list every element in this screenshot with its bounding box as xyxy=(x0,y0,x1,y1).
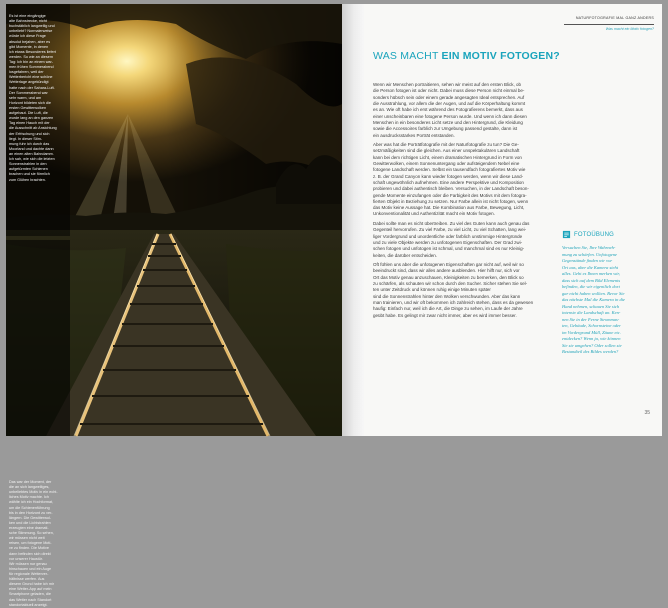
body-line: sonders hübsch sein oder einem gerade angesagten Ideal entsprechen. Auf xyxy=(373,94,525,100)
body-line: liger Vordergrund und unordentliche oder farblich unstimmige Hintergründe xyxy=(373,233,523,239)
caption-line: Smartphone geladen, die xyxy=(9,592,51,597)
body-line: gende Momente einzufangen oder die Farbigkeit des Motivs mit dem fotogra- xyxy=(373,192,527,198)
right-page-text xyxy=(364,4,662,436)
caption-line: für regionale Wetterver- xyxy=(9,571,49,576)
caption-line: mung fuhr ich durch das xyxy=(9,141,50,146)
notebook-icon xyxy=(562,230,571,239)
caption-line: Ich sah, wie sich die letzten xyxy=(9,157,55,162)
caption-line: unbeliebt? Normalerweise xyxy=(9,29,53,34)
caption-line: werden. So wie an diesem xyxy=(9,54,53,59)
tip-line: gar nicht haben wollten. Bevor Sie xyxy=(562,290,625,296)
page-number: 35 xyxy=(644,410,650,416)
body-line: Unkonventionalität und Authentizität macht ein Motiv fotogen. xyxy=(373,211,495,217)
caption-line: aufgetürmten Schienen xyxy=(9,167,48,172)
body-line: einer unscheinbaren eine fotogene Person wurde. Und wenn ich dann diesen xyxy=(373,113,527,119)
running-header-rule xyxy=(564,24,654,25)
caption-line: um die Schienenführung xyxy=(9,505,50,510)
caption-line: hältnisse werfen. Aus xyxy=(9,577,45,582)
body-line: beeindruckt sind, dass wir alles andere ausblenden. Hier hilft nur, sich vor xyxy=(373,268,520,274)
caption-line: zum Glühen brachten. xyxy=(9,177,46,182)
tip-line: Hand nehmen, schauen Sie sich xyxy=(562,303,620,309)
body-line: Gewitterwolken, einem Sonnenuntergang oder aufsteigendem Nebel eine xyxy=(373,160,520,166)
caption-line: ich etwas Besonderes liefert xyxy=(9,49,56,54)
body-line: setzmäßigkeiten sind die gleichen. Aus einer unspektakulären Landschaft xyxy=(373,148,520,154)
caption-line: erzeugten eine dramati- xyxy=(9,525,49,530)
caption-line: absolut bejahen, aber es xyxy=(9,39,51,44)
tip-line: im Vordergrund Müll, Zäune etc. xyxy=(562,329,621,335)
caption-line: Wir müssen nur genau xyxy=(9,561,47,566)
caption-line: wir müssen nicht weit xyxy=(9,536,45,541)
tip-line: Gegenstände finden wir vor xyxy=(562,258,613,263)
body-line: Wenn wir Menschen portraitieren, sehen wir meist auf den ersten Blick, ob xyxy=(373,82,521,87)
body-line: keiten, die darüber entscheiden. xyxy=(373,252,438,258)
left-page-photo-spread xyxy=(6,4,342,607)
caption-line: ersten Gewitterwolken xyxy=(9,105,47,110)
body-line: Oft fühlen uns aber die unfotogenen Eigenschaften gar nicht auf, weil wir so xyxy=(373,262,524,267)
tip-line: Versuchen Sie, Ihre Wahrneh- xyxy=(562,245,616,250)
tip-line: nen Sie in der Ferne Strommas- xyxy=(562,316,620,322)
caption-line: Der Sommerabend war xyxy=(9,90,48,95)
caption-line: hatte nach der Sahara-Luft. xyxy=(9,85,55,90)
body-line: ten unter Zeitdruck und können ruhig einige Minuten später xyxy=(373,287,491,293)
caption-line: reisen, um fotogene Moti- xyxy=(9,541,52,546)
caption-line: alte Bahnstrecke, nicht xyxy=(9,19,47,24)
caption-line: der Erfrischung und sich xyxy=(9,131,50,136)
tip-line: mung zu schärfen. Unfotogene xyxy=(562,251,617,257)
body-line: zu schärfen, als schauten wir schon durch den Sucher. Sicher stehen Sie sel- xyxy=(373,280,528,286)
body-paragraph xyxy=(373,82,551,139)
book-gutter xyxy=(342,4,364,436)
caption-line: Wetterbericht eine schöne xyxy=(9,75,53,80)
body-line: Ort das Motiv genau anzuschauen, Kleinigkeiten zu bemerken, den Blick so xyxy=(373,274,524,280)
photo-caption-panel-bottom xyxy=(6,240,70,607)
body-line: man trainieren, und wir oft bekommen ich zahlreich stehen, dass es da gewesen xyxy=(373,299,534,305)
tip-line: ten, Gebäude, Schornsteine oder xyxy=(562,323,621,328)
caption-line: Tag: Ich bin an einem war- xyxy=(9,59,53,64)
caption-line: diesem Grund habe ich mir xyxy=(9,582,55,587)
body-line: das Motiv keine Aussage hat. Die Kombination aus Farbe, Bewegung, Licht, xyxy=(373,205,525,211)
caption-line: längern. Die Gewitterwol- xyxy=(9,515,52,520)
tip-label: FOTOÜBUNG xyxy=(574,231,615,238)
tip-body xyxy=(562,245,640,356)
caption-line: liches Motiv machte. Ich xyxy=(9,495,50,500)
photo-caption-text-top xyxy=(9,14,67,183)
photo-caption-text-bottom xyxy=(9,480,67,608)
caption-line: ve zu finden. Die Motive xyxy=(9,546,50,551)
body-line: kann bei dem richtigen Licht, einem dramatischen Hintergrund in Form von xyxy=(373,154,522,160)
running-subheader: Was macht ein Motiv fotogen? xyxy=(605,27,654,31)
caption-line: sehr warm, und am xyxy=(9,95,42,100)
caption-line: die an sich langweiliges, xyxy=(9,485,50,490)
body-line: geübt habe. Es gelingt mir zwar nicht immer, aber es wird immer besser. xyxy=(373,312,517,318)
body-line: probieren und dabei authentisch bleiben. Versuchen, in der Landschaft beson- xyxy=(373,186,529,192)
caption-line: wurde lang an den ganzen xyxy=(9,116,54,121)
caption-line: vor unserer Haustür. xyxy=(9,556,43,561)
headline-light-part: WAS MACHT xyxy=(373,50,442,62)
caption-line: würde ich diese Frage xyxy=(9,34,46,39)
body-text xyxy=(373,82,551,322)
body-paragraph xyxy=(373,262,551,319)
body-line: Aber was hat die Porträtfotografie mit der Naturfotografie zu tun? Die Ge- xyxy=(373,142,519,147)
body-line: Menschen in ein besonderes Licht setze und den Hintergrund, die Kleidung xyxy=(373,119,523,125)
body-line: fierten Objekt in Beziehung zu setzen. Nur Farbe allein ist nicht fotogen, wenn xyxy=(373,198,529,204)
tip-line: alles. Geht es Ihnen merken wir, xyxy=(562,271,620,276)
caption-line: sche Stimmung. So sehen, xyxy=(9,531,54,536)
tip-line: Bestandteil des Bildes werden? xyxy=(562,349,619,354)
body-line: schen fotogen und unfotogen ist schmal, und manchmal sind es nur Kleinig- xyxy=(373,246,525,252)
caption-line: Wetterlage angekündigt xyxy=(9,80,49,85)
caption-line: men frühen Sommerabend xyxy=(9,65,54,70)
tip-header xyxy=(562,230,640,239)
body-line: ein ausdrucksstarkes Porträt entstanden. xyxy=(373,132,455,138)
body-line: sowie die Accessoires farblich zur Umgebung passend gestalte, dann ist xyxy=(373,126,518,132)
caption-line: Sonnenstrahlen in den xyxy=(9,162,47,167)
section-headline xyxy=(373,50,560,62)
tip-line: Sie sie umgehen? Oder sollen sie xyxy=(562,342,622,348)
photo-exercise-tip xyxy=(562,230,640,356)
caption-line: Es ist eine eingängige xyxy=(9,14,46,18)
body-line: die Ausstrahlung, vor allem die der Augen, und auf die Körperhaltung kommt xyxy=(373,100,526,106)
tip-line: das nächste Mal die Kamera in die xyxy=(562,297,625,302)
tip-line: entdecken? Wenn ja, wie können xyxy=(562,336,621,341)
caption-line: Das war der Moment, der xyxy=(9,480,52,484)
tip-line: befinden, die wir eigentlich dort xyxy=(562,284,620,289)
caption-line: losgefahren, weil der xyxy=(9,70,44,75)
body-line: haufig: Einfach nur, weil ich die Art, die Dinge zu sehen, im Laufe der Jahre xyxy=(373,306,523,312)
body-line: die Person fotogen ist oder nicht. Dabei muss diese Person nicht einmal be- xyxy=(373,88,525,94)
body-paragraph xyxy=(373,142,551,218)
caption-line: ken und die Lichtstrahlen xyxy=(9,520,51,525)
body-line: und zu viele Objekte werden zu unfotogenen Eigenschaften. Der Grad zwi- xyxy=(373,239,523,245)
body-line: es an. Wie oft habe ich erst während des Fotografierens bemerkt, dass aus xyxy=(373,107,523,113)
caption-line: das Wetter nach Standort xyxy=(9,597,52,602)
caption-line: bis in den Horizont zu ver- xyxy=(9,510,53,515)
caption-line: Horizont bildeten sich die xyxy=(9,100,51,105)
caption-line: Tag einen Hauch mit der xyxy=(9,121,50,126)
body-line: sind die Sonnenstrahlen hinter den Wolken verschwunden. Aber das kann xyxy=(373,293,521,299)
caption-line: die Ausschnitt ab Ansichtung xyxy=(9,126,57,131)
body-line: schaft ungewöhnlich aufnehmen. Eine andere Perspektive und Komposition xyxy=(373,179,524,185)
caption-line: wählte ich ein Hochformat, xyxy=(9,500,54,505)
photo-caption-panel-top xyxy=(6,4,70,236)
caption-line: eine Wetter-App auf mein xyxy=(9,587,52,592)
tip-line: dass sich auf dem Bild Elements xyxy=(562,277,621,283)
caption-line: aufgebaut. Die Luft, die xyxy=(9,111,48,116)
caption-line: an einen alten Bahndamm. xyxy=(9,151,54,156)
tip-line: intensiv die Landschaft an. Ken- xyxy=(562,310,621,315)
caption-line: standortaktuell anzeigt. xyxy=(9,602,48,607)
caption-line: dann befinden sich direkt xyxy=(9,551,51,556)
body-line: z. B. der Grand Canyon kann wieder fotogen werden, wenn wir diese Land- xyxy=(373,173,524,179)
caption-line: Moorland und dachte dann xyxy=(9,146,54,151)
caption-line: unbeliebtes Motiv in ein echt- xyxy=(9,490,58,495)
body-line: Gegenteil hervorrufen. Zu viel Farbe, zu viel Licht, zu viel Schatten, lang wei- xyxy=(373,227,527,233)
body-line: Dabei sollte man es nicht übertreiben. Zu viel des Guten kann auch genau das xyxy=(373,220,530,226)
body-line: fotogene Landschaft werden. Selbst ein tausendfach fotografiertes Motiv wie xyxy=(373,167,526,173)
caption-line: brachen und sie förmlich xyxy=(9,172,50,177)
running-header: NATURFOTOGRAFIE MAL GANZ ANDERS xyxy=(575,16,654,20)
tip-line: Ort aus, aber die Kamera sieht xyxy=(562,264,618,270)
body-paragraph xyxy=(373,221,551,259)
caption-line: hinschauen und ein Auge xyxy=(9,566,52,571)
caption-line: buchstäblich langweilig und xyxy=(9,24,55,29)
caption-line: liegt. In dieser Stim- xyxy=(9,136,43,141)
headline-bold-part: EIN MOTIV FOTOGEN? xyxy=(441,50,560,62)
caption-line: gibt Momente, in denen xyxy=(9,44,49,49)
